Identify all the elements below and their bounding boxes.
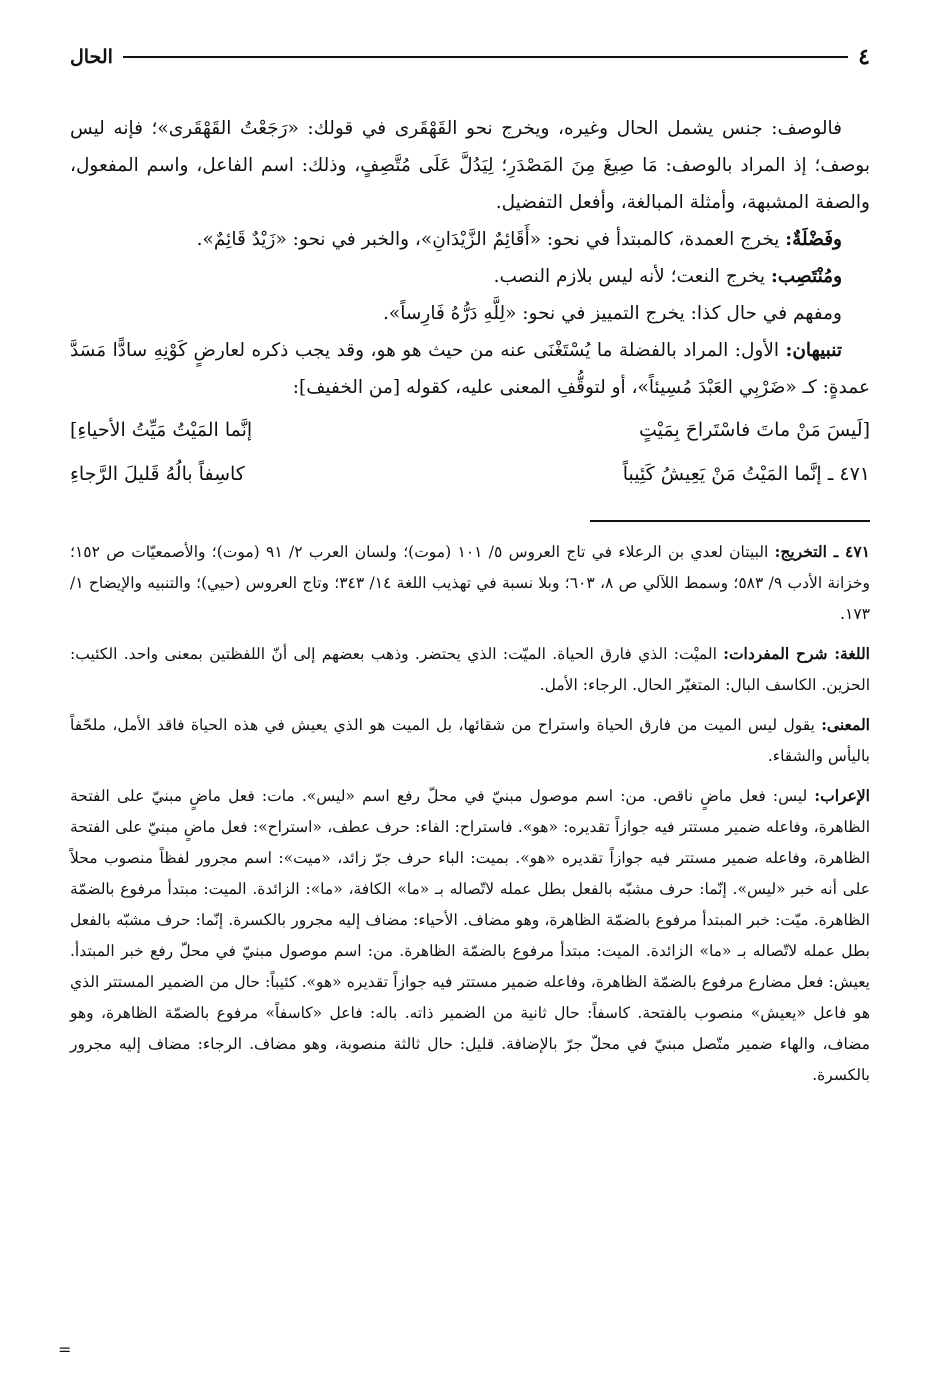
term-fadla: وفَضْلَةٌ:	[785, 229, 842, 250]
text-muntasib: يخرج النعت؛ لأنه ليس بلازم النصب.	[493, 266, 771, 287]
page-number: ٤	[858, 44, 870, 70]
verse-line-1	[70, 410, 870, 450]
footnote-separator	[590, 520, 870, 522]
verse-line-2	[70, 454, 870, 494]
text-maana: يقول ليس الميت من فارق الحياة واستراح من شقائها، بل الميت هو الذي يعيش في هذه الحياة فاقد الأمل، ملحّفاً باليأس والشقاء.	[70, 716, 870, 765]
paragraph-wasf: فالوصف: جنس يشمل الحال وغيره، ويخرج نحو القَهْقَرى في قولك: «رَجَعْتُ القَهْقَرى»؛ فإنه ليس بوصف؛ إذ المراد بالوصف: مَا صِيغَ مِنَ المَصْدَرِ؛ لِيَدُلَّ عَلَى مُتَّصِفٍ، وذلك: اسم الفاعل، واسم المفعول، والصفة المشبهة، وأمثلة المبالغة، وأفعل التفضيل.	[70, 118, 870, 213]
note-maana	[70, 709, 870, 772]
paragraph-tanbihan	[70, 332, 870, 406]
paragraph-mufhim: ومفهم في حال كذا: يخرج التمييز في نحو: «لِلَّهِ دَرُّهُ فَارِساً».	[383, 303, 842, 324]
term-muntasib: ومُنْتَصِب:	[770, 266, 842, 287]
note-irab	[70, 780, 870, 1091]
footnotes	[70, 536, 870, 1091]
header-rule	[123, 56, 848, 58]
continuation-mark: =	[58, 1340, 72, 1359]
paragraph-muntasib	[70, 258, 870, 295]
book-page	[70, 40, 870, 1099]
label-takhrij: ٤٧١ ـ التخريج:	[774, 542, 871, 561]
text-takhrij: البيتان لعدي بن الرعلاء في تاج العروس ٥/ ١٠١ (موت)؛ ولسان العرب ٢/ ٩١ (موت)؛ والأصمعيّات ص ١٥٢؛ وخزانة الأدب ٩/ ٥٨٣؛ وسمط اللآلي ص ٨، ٦٠٣؛ وبلا نسبة في تهذيب اللغة ١٤/ ٣٤٣؛ وتاج العروس (حيي)؛ والتنبيه والإيضاح ١/ ١٧٣.	[70, 543, 870, 623]
text-tanbihan: الأول: المراد بالفضلة ما يُسْتَغْنَى عنه من حيث هو هو، وقد يجب ذكره لعارضٍ كَوْنِهِ سادًّا مَسَدَّ عمدةٍ: كـ «ضَرْبِي العَبْدَ مُسِيئاً»، أو لتوقُّفِ المعنى عليه، كقوله [من الخفيف]:	[70, 340, 870, 398]
text-lugha: الميْت: الذي فارق الحياة. الميّت: الذي يحتضر. وذهب بعضهم إلى أنّ اللفظتين بمعنى واحد. الكئيب: الحزين. الكاسف البال: المتغيّر الحال. الرجاء: الأمل.	[70, 645, 870, 694]
paragraph-fadla	[70, 221, 870, 258]
text-irab: ليس: فعل ماضٍ ناقص. من: اسم موصول مبنيّ في محلّ رفع اسم «ليس». مات: فعل ماضٍ مبنيّ على الفتحة الظاهرة، وفاعله ضمير مستتر فيه جوازاً تقديره: «هو». فاستراح: الفاء: حرف عطف، «استراح»: فعل ماضٍ مبنيّ على الفتحة الظاهرة، وفاعله ضمير مستتر فيه جوازاً تقديره «هو». بميت: الباء حرف جرّ زائد، «ميت»: اسم مجرور لفظاً منصوب محلاً على أنه خبر «ليس». إنّما: حرف مشبّه بالفعل بطل عمله لاتّصاله بـ «ما» الكافة، «ما»: الزائدة. الميت: مبتدأ مرفوع بالضمّة الظاهرة. ميّت: خبر المبتدأ مرفوع بالضمّة الظاهرة، وهو مضاف. الأحياء: مضاف إليه مجرور بالكسرة. إنّما: حرف مشبّه بالفعل بطل عمله لاتّصاله بـ «ما» الزائدة. الميت: مبتدأ مرفوع بالضمّة الظاهرة. من: اسم موصول مبنيّ في محلّ رفع خبر المبتدأ. يعيش: فعل مضارع مرفوع بالضمّة الظاهرة، وفاعله ضمير مستتر فيه جوازاً تقديره «هو». كئيباً: حال من الضمير المستتر الذي هو فاعل «يعيش» منصوب بالفتحة. كاسفاً: حال ثانية من الضمير ذاته. باله: فاعل «كاسفاً» مرفوع بالضمّة الظاهرة، وهو مضاف، والهاء ضمير متّصل مبنيّ في محلّ جرّ بالإضافة. قليل: حال ثالثة منصوبة، وهو مضاف. الرجاء: مضاف إليه مجرور بالكسرة.	[70, 787, 870, 1084]
section-title: الحال	[70, 46, 113, 68]
verse-1-first-hemistich: [لَيسَ مَنْ ماتَ فاسْتَراحَ بِمَيْتٍ	[638, 419, 870, 441]
label-maana: المعنى:	[821, 715, 870, 734]
text-fadla: يخرج العمدة، كالمبتدأ في نحو: «أَقَائِمٌ الزَّيْدَانِ»، والخبر في نحو: «زَيْدٌ قَائِمٌ».	[196, 229, 786, 250]
verse-2-first-hemistich: ٤٧١ ـ إنَّما المَيْتُ مَنْ يَعِيشُ كَئِيباً	[622, 463, 870, 485]
verse-2-second-hemistich: كاسِفاً بالُهُ قَليلَ الرَّجاءِ	[70, 463, 245, 485]
label-irab: الإعراب:	[814, 786, 870, 805]
note-lugha	[70, 638, 870, 701]
main-text	[70, 110, 870, 494]
running-header	[70, 40, 870, 74]
verse-1-second-hemistich: إنَّما المَيْتُ مَيِّتُ الأحياءِ]	[70, 419, 253, 441]
label-lugha: اللغة: شرح المفردات:	[723, 644, 870, 663]
term-tanbihan: تنبيهان:	[785, 340, 842, 361]
note-takhrij	[70, 536, 870, 630]
